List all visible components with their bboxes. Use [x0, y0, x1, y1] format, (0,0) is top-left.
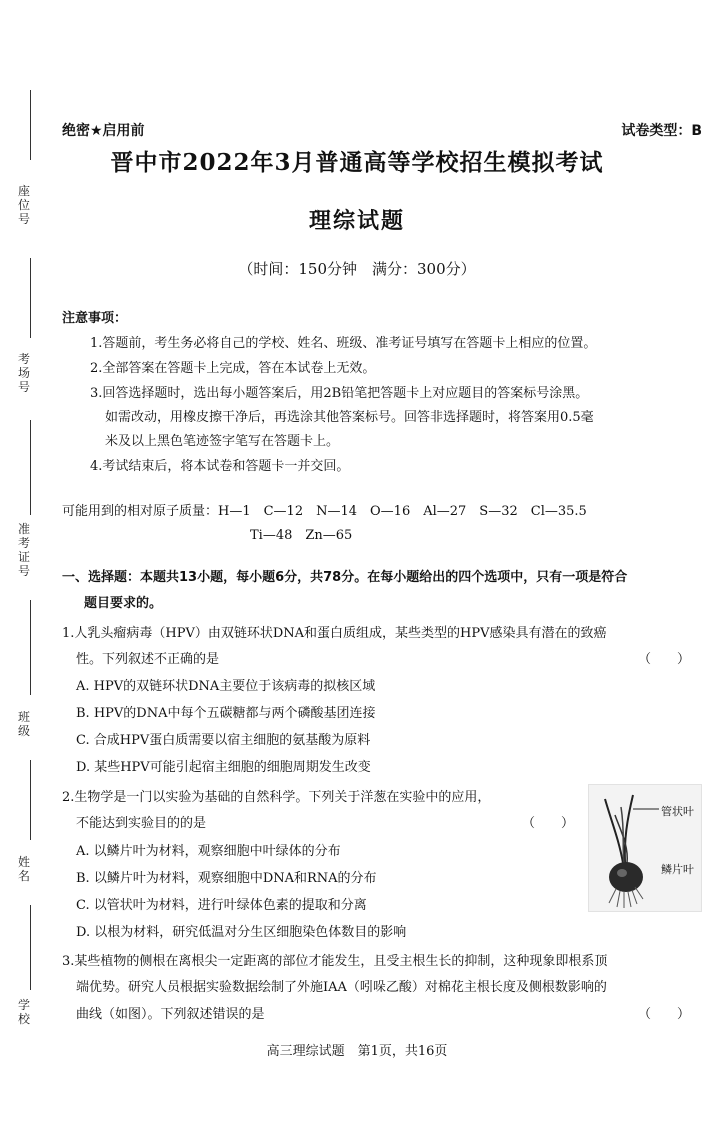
q3-stem-line-2: 端优势。研究人员根据实验数据绘制了外施IAA（吲哚乙酸）对棉花主根长度及侧根数影响的: [76, 980, 607, 995]
note-item-1: 1.答题前，考生务必将自己的学校、姓名、班级、准考证号填写在答题卡上相应的位置。: [90, 336, 597, 351]
note-item-3-cont-2: 米及以上黑色笔迹签字笔写在答题卡上。: [105, 434, 340, 449]
paper-type-label: 试卷类型：B: [621, 123, 702, 139]
admission-number-label: 准 考 证 号: [17, 522, 30, 578]
note-item-4: 4.考试结束后，将本试卷和答题卡一并交回。: [90, 459, 350, 474]
tubular-leaf-label: 管状叶: [661, 805, 694, 818]
onion-figure: [588, 784, 702, 912]
section-1-heading-cont: 题目要求的。: [84, 596, 163, 611]
q1-option-d: D. 某些HPV可能引起宿主细胞的细胞周期发生改变: [76, 760, 371, 775]
q2-answer-bracket: （ ）: [522, 816, 575, 831]
seat-number-label: 座 位 号: [17, 184, 30, 226]
exam-title: 晋中市2022年3月普通高等学校招生模拟考试: [110, 149, 604, 176]
q1-stem-line-1: 1.人乳头瘤病毒（HPV）由双链环状DNA和蛋白质组成，某些类型的HPV感染具有潜在的致癌: [62, 626, 607, 641]
q2-option-b: B. 以鳞片叶为材料，观察细胞中DNA和RNA的分布: [76, 871, 377, 886]
class-label: 班 级: [17, 710, 30, 738]
time-score-info: （时间：150分钟 满分：300分）: [238, 260, 476, 278]
atomic-mass-line-1: 可能用到的相对原子质量：H—1 C—12 N—14 O—16 Al—27 S—32 Cl—35.5: [62, 504, 587, 519]
q3-answer-bracket: （ ）: [638, 1007, 691, 1022]
page-footer: 高三理综试题 第1页，共16页: [266, 1044, 448, 1059]
notes-heading: 注意事项：: [62, 311, 128, 326]
q2-option-a: A. 以鳞片叶为材料，观察细胞中叶绿体的分布: [76, 844, 341, 859]
atomic-mass-line-2: Ti—48 Zn—65: [250, 528, 353, 543]
q2-option-c: C. 以管状叶为材料，进行叶绿体色素的提取和分离: [76, 898, 367, 913]
q1-answer-bracket: （ ）: [638, 652, 691, 667]
scale-leaf-label: 鳞片叶: [661, 863, 694, 876]
note-item-2: 2.全部答案在答题卡上完成，答在本试卷上无效。: [90, 361, 376, 376]
binding-line-4: [30, 600, 31, 695]
section-1-heading: 一、选择题：本题共13小题，每小题6分，共78分。在每小题给出的四个选项中，只有一项是符合: [62, 570, 628, 585]
q3-stem-line-3: 曲线（如图）。下列叙述错误的是: [76, 1007, 265, 1022]
q3-stem-line-1: 3.某些植物的侧根在离根尖一定距离的部位才能发生，且受主根生长的抑制，这种现象即根系顶: [62, 954, 608, 969]
note-item-3-cont-1: 如需改动，用橡皮擦干净后，再选涂其他答案标号。回答非选择题时，将答案用0.5毫: [105, 410, 594, 425]
q2-stem-line-1: 2.生物学是一门以实验为基础的自然科学。下列关于洋葱在实验中的应用，: [62, 790, 491, 805]
q1-option-b: B. HPV的DNA中每个五碳糖都与两个磷酸基团连接: [76, 706, 376, 721]
binding-line-3: [30, 420, 31, 515]
exam-subtitle: 理综试题: [308, 208, 405, 234]
confidential-label: 绝密★启用前: [62, 123, 145, 139]
binding-line-5: [30, 760, 31, 840]
binding-line-6: [30, 905, 31, 990]
note-item-3: 3.回答选择题时，选出每小题答案后，用2B铅笔把答题卡上对应题目的答案标号涂黑。: [90, 386, 589, 401]
q1-option-a: A. HPV的双链环状DNA主要位于该病毒的拟核区域: [76, 679, 376, 694]
school-label: 学 校: [17, 998, 30, 1026]
q2-option-d: D. 以根为材料，研究低温对分生区细胞染色体数目的影响: [76, 925, 407, 940]
name-label: 姓 名: [17, 855, 30, 883]
q2-stem-line-2: 不能达到实验目的的是: [76, 816, 207, 831]
q1-option-c: C. 合成HPV蛋白质需要以宿主细胞的氨基酸为原料: [76, 733, 371, 748]
exam-room-label: 考 场 号: [17, 352, 30, 394]
q1-stem-line-2: 性。下列叙述不正确的是: [76, 652, 220, 667]
